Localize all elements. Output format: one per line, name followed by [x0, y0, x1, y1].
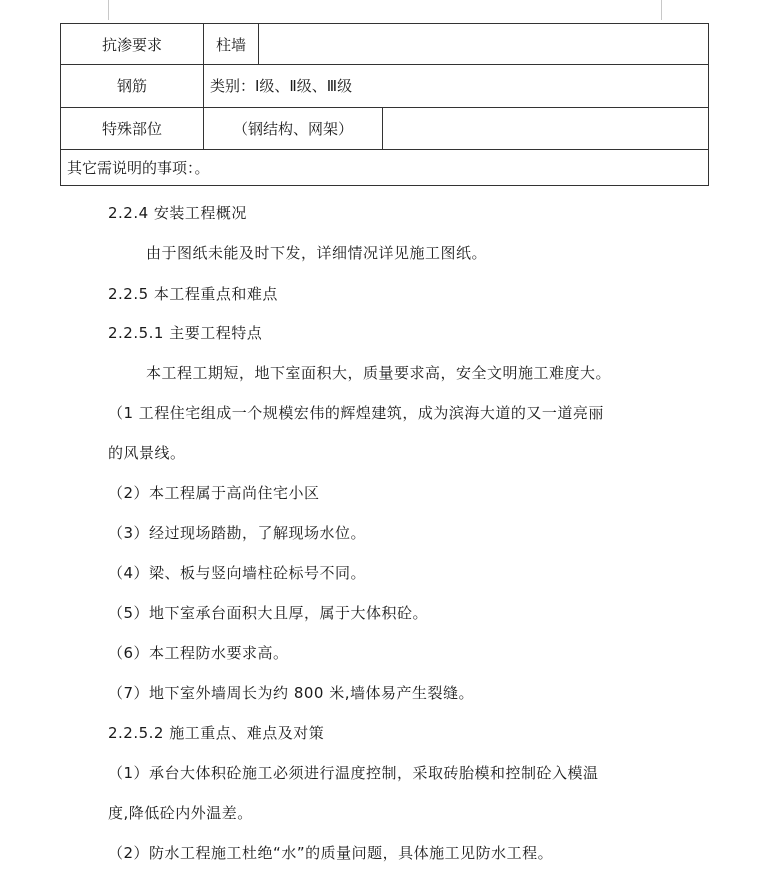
- table-cell-label: 特殊部位: [61, 107, 204, 149]
- table-cell-value: 柱墙: [204, 24, 259, 64]
- page-margin-mark-left: [108, 0, 109, 20]
- table-cell-empty: [383, 108, 708, 149]
- list-item-1-line-1: （1 工程住宅组成一个规模宏伟的辉煌建筑，成为滨海大道的又一道亮丽: [108, 404, 604, 422]
- table-cell-split: [204, 107, 709, 149]
- table-cell-empty: [259, 24, 708, 64]
- list-item-6: （6）本工程防水要求高。: [108, 644, 289, 662]
- table-row: [61, 24, 709, 65]
- countermeasure-1-line-2: 度,降低砼内外温差。: [108, 804, 253, 822]
- table-cell-label: 抗渗要求: [61, 24, 204, 65]
- heading-2-2-5-2: 2.2.5.2 施工重点、难点及对策: [108, 724, 325, 742]
- list-item-2: （2）本工程属于高尚住宅小区: [108, 484, 320, 502]
- table-row: [61, 65, 709, 107]
- table-cell-split: [204, 24, 709, 65]
- list-item-7: （7）地下室外墙周长为约 800 米,墙体易产生裂缝。: [108, 684, 474, 702]
- countermeasure-2: （2）防水工程施工杜绝“水”的质量问题，具体施工见防水工程。: [108, 844, 554, 862]
- table-cell-notes: 其它需说明的事项：。: [61, 149, 709, 185]
- countermeasure-1-line-1: （1）承台大体积砼施工必须进行温度控制，采取砖胎模和控制砼入模温: [108, 764, 599, 782]
- table-cell-value: （钢结构、网架）: [204, 108, 383, 149]
- heading-2-2-4: 2.2.4 安装工程概况: [108, 204, 247, 222]
- list-item-5: （5）地下室承台面积大且厚，属于大体积砼。: [108, 604, 429, 622]
- table-cell-label: 钢筋: [61, 65, 204, 107]
- list-item-4: （4）梁、板与竖向墙柱砼标号不同。: [108, 564, 367, 582]
- page-margin-mark-right: [661, 0, 662, 20]
- spec-table: [60, 23, 709, 186]
- list-item-1-line-2: 的风景线。: [108, 444, 186, 462]
- paragraph-2-2-5-1: 本工程工期短，地下室面积大，质量要求高，安全文明施工难度大。: [146, 364, 612, 382]
- list-item-3: （3）经过现场踏勘，了解现场水位。: [108, 524, 367, 542]
- heading-2-2-5: 2.2.5 本工程重点和难点: [108, 285, 278, 303]
- table-row: [61, 149, 709, 185]
- table-row: [61, 107, 709, 149]
- table-cell-value: 类别：Ⅰ级、Ⅱ级、Ⅲ级: [204, 65, 709, 107]
- heading-2-2-5-1: 2.2.5.1 主要工程特点: [108, 324, 263, 342]
- paragraph-2-2-4: 由于图纸未能及时下发，详细情况详见施工图纸。: [146, 244, 488, 262]
